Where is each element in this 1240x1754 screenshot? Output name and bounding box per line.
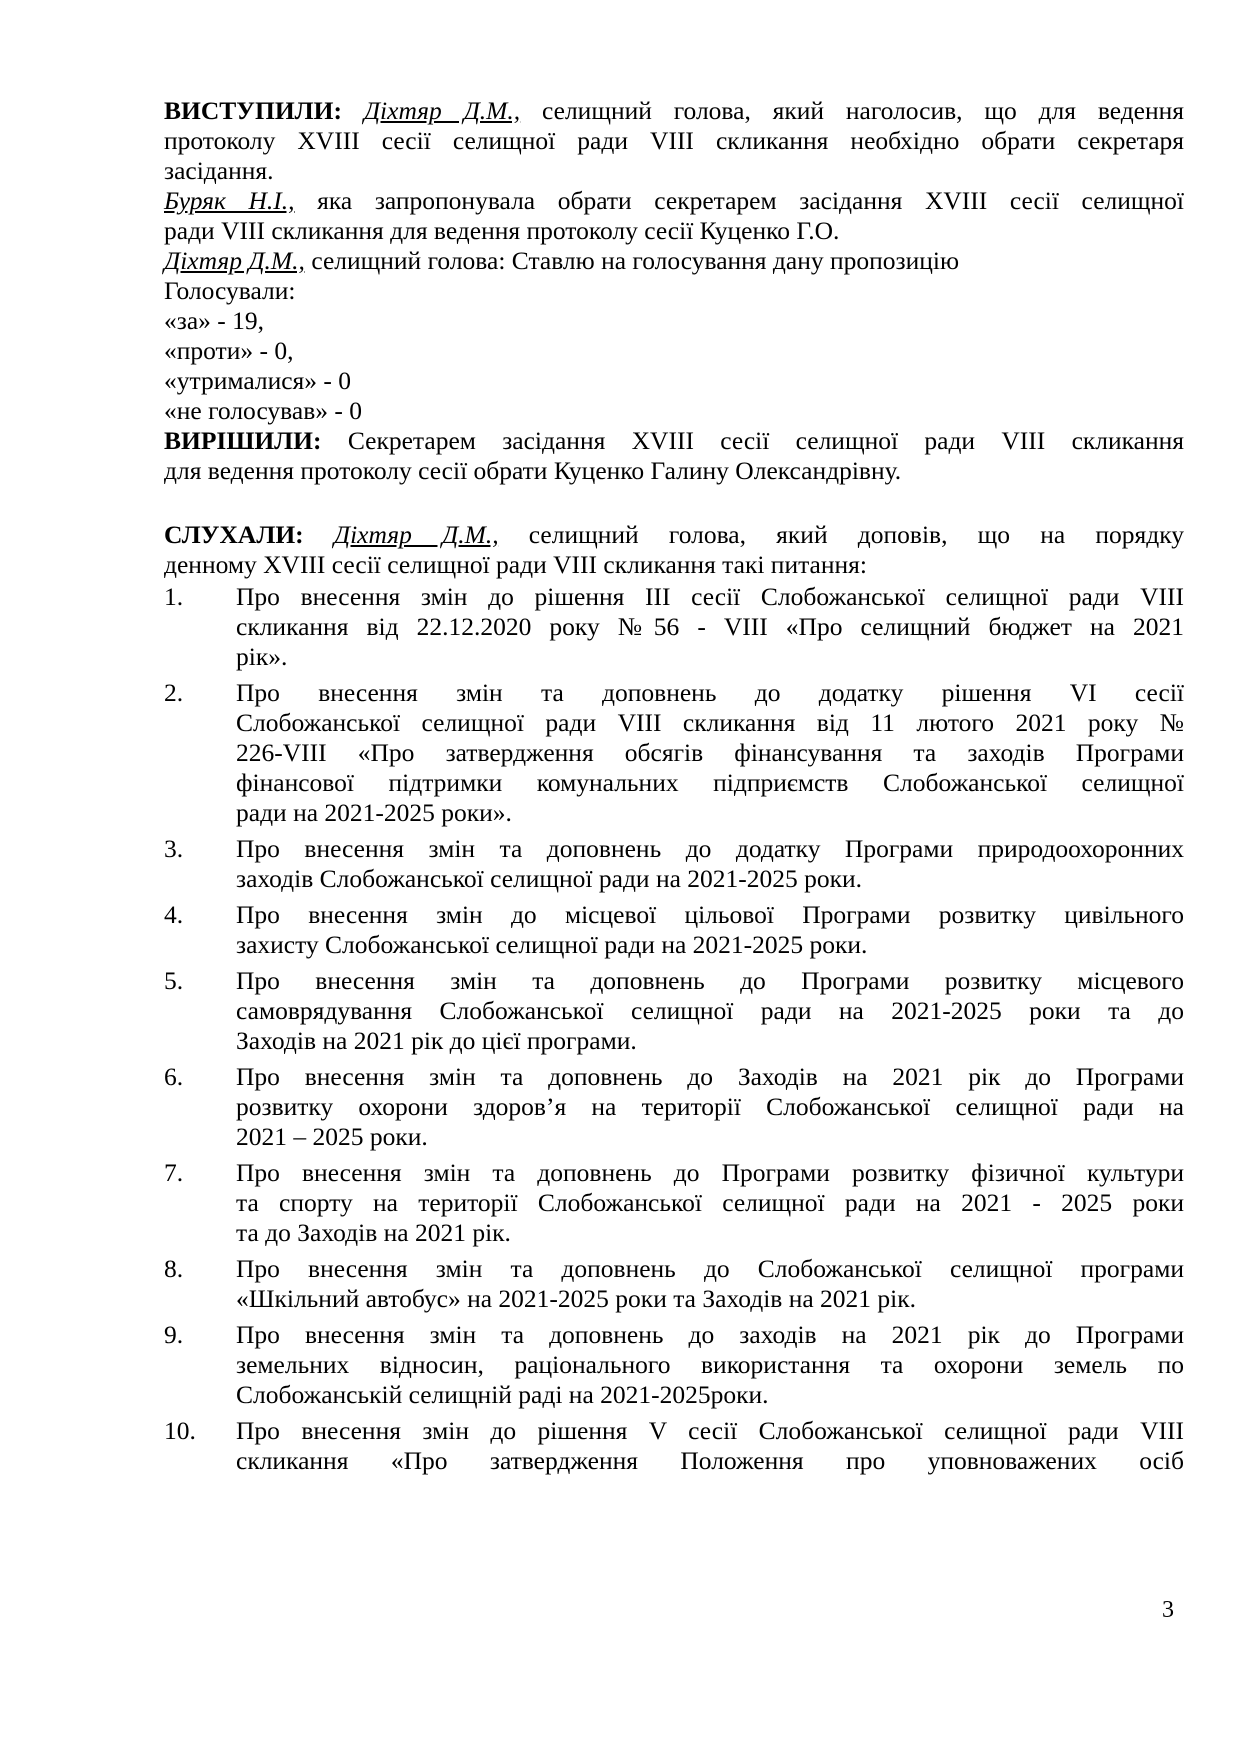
- agenda-item-line: розвитку охорони здоров’я на території Слобожанської селищної ради на: [236, 1092, 1184, 1121]
- agenda-item: [164, 1062, 1184, 1152]
- agenda-item: [164, 1158, 1184, 1248]
- vystupyly-line-4-text: яка запропонувала обрати секретарем засідання XVIII сесії селищної: [294, 186, 1184, 215]
- agenda-item-line: та до Заходів на 2021 рік.: [236, 1218, 511, 1247]
- agenda-item-line: Про внесення змін до місцевої цільової Програми розвитку цивільного: [236, 900, 1184, 929]
- agenda-item-line: Про внесення змін до рішення V сесії Слобожанської селищної ради VIII: [236, 1416, 1184, 1445]
- speaker-name-3: Діхтяр Д.М.,: [164, 246, 305, 275]
- page-number: 3: [1162, 1597, 1174, 1623]
- agenda-list: [164, 582, 1184, 1476]
- sluhaly-label: СЛУХАЛИ:: [164, 520, 304, 549]
- agenda-item-number: 7.: [164, 1158, 184, 1187]
- agenda-item: [164, 1320, 1184, 1410]
- speaker-name: Діхтяр Д.М.,: [363, 96, 521, 125]
- agenda-item-line: Про внесення змін та доповнень до додатку рішення VI сесії: [236, 678, 1184, 707]
- vystupyly-line-1-text: селищний голова, який наголосив, що для ведення: [520, 96, 1185, 125]
- vystupyly-line-3: засідання.: [164, 156, 274, 185]
- vystupyly-line-1: [164, 96, 1184, 126]
- vyrishyly-line-1-text: Секретарем засідання XVIII сесії селищної ради VIII скликання: [321, 426, 1184, 455]
- agenda-item-line: Слобожанської селищної ради VIII скликання від 11 лютого 2021 року №: [236, 708, 1184, 737]
- agenda-item-line: «Шкільний автобус» на 2021-2025 роки та Заходів на 2021 рік.: [236, 1284, 917, 1313]
- agenda-item-number: 6.: [164, 1062, 184, 1091]
- agenda-item: [164, 966, 1184, 1056]
- vyrishyly-line-2: для ведення протоколу сесії обрати Куценко Галину Олександрівну.: [164, 456, 902, 485]
- agenda-item-line: земельних відносин, раціонального використання та охорони земель по: [236, 1350, 1184, 1379]
- agenda-item-line: захисту Слобожанської селищної ради на 2021-2025 роки.: [236, 930, 868, 959]
- sluhaly-line-2: денному XVIII сесії селищної ради VIII скликання такі питання:: [164, 550, 867, 579]
- agenda-item-line: заходів Слобожанської селищної ради на 2021-2025 роки.: [236, 864, 863, 893]
- sluhaly-line-1: [164, 520, 1184, 550]
- sluhaly-section: [164, 520, 1184, 580]
- vote-none: «не голосував» - 0: [164, 396, 362, 425]
- agenda-item-line: рік».: [236, 642, 288, 671]
- agenda-item-line: Про внесення змін та доповнень до Програми розвитку місцевого: [236, 966, 1184, 995]
- sluhaly-line-1-text: селищний голова, який доповів, що на порядку: [498, 520, 1184, 549]
- agenda-item-line: Слобожанській селищній раді на 2021-2025роки.: [236, 1380, 769, 1409]
- agenda-item-line: 2021 – 2025 роки.: [236, 1122, 428, 1151]
- agenda-item-number: 10.: [164, 1416, 196, 1445]
- agenda-item-line: Про внесення змін та доповнень до Слобожанської селищної програми: [236, 1254, 1184, 1283]
- vystupyly-line-6: [164, 246, 1184, 276]
- vyrishyly-line-1: [164, 426, 1184, 456]
- vote-title: Голосували:: [164, 276, 296, 305]
- vote-abstain: «утрималися» - 0: [164, 366, 352, 395]
- agenda-item-line: Про внесення змін та доповнень до Заходів на 2021 рік до Програми: [236, 1062, 1184, 1091]
- agenda-item-line: Про внесення змін та доповнень до Програми розвитку фізичної культури: [236, 1158, 1184, 1187]
- agenda-item: [164, 678, 1184, 828]
- vyrishyly-label: ВИРІШИЛИ:: [164, 426, 322, 455]
- agenda-item-number: 3.: [164, 834, 184, 863]
- vystupyly-line-2: протоколу XVIII сесії селищної ради VIII скликання необхідно обрати секретаря: [164, 126, 1184, 155]
- sluhaly-speaker: Діхтяр Д.М.,: [333, 520, 499, 549]
- agenda-item-number: 8.: [164, 1254, 184, 1283]
- agenda-item-line: самоврядування Слобожанської селищної ради на 2021-2025 роки та до: [236, 996, 1184, 1025]
- agenda-item-line: та спорту на території Слобожанської селищної ради на 2021 - 2025 роки: [236, 1188, 1184, 1217]
- vyrishyly-section: [164, 426, 1184, 486]
- vystupyly-line-4: [164, 186, 1184, 216]
- agenda-item-number: 9.: [164, 1320, 184, 1349]
- agenda-item-line: Про внесення змін та доповнень до додатку Програми природоохоронних: [236, 834, 1184, 863]
- agenda-item-number: 5.: [164, 966, 184, 995]
- speaker-name-2: Буряк Н.І.,: [164, 186, 295, 215]
- agenda-item-line: скликання «Про затвердження Положення про уповноважених осіб: [236, 1446, 1184, 1475]
- agenda-item: [164, 582, 1184, 672]
- agenda-item-line: Заходів на 2021 рік до цієї програми.: [236, 1026, 637, 1055]
- vystupyly-section: [164, 96, 1184, 426]
- agenda-item-number: 1.: [164, 582, 184, 611]
- vote-for: «за» - 19,: [164, 306, 265, 335]
- vystupyly-line-6-text: селищний голова: Ставлю на голосування дану пропозицію: [304, 246, 960, 275]
- agenda-item-line: фінансової підтримки комунальних підприємств Слобожанської селищної: [236, 768, 1184, 797]
- vote-against: «проти» - 0,: [164, 336, 294, 365]
- agenda-item-line: ради на 2021-2025 роки».: [236, 798, 512, 827]
- vystupyly-line-5: ради VIII скликання для ведення протоколу сесії Куценко Г.О.: [164, 216, 840, 245]
- agenda-item-line: Про внесення змін до рішення III сесії Слобожанської селищної ради VIII: [236, 582, 1184, 611]
- agenda-item-number: 2.: [164, 678, 184, 707]
- agenda-item: [164, 1254, 1184, 1314]
- agenda-item: [164, 1416, 1184, 1476]
- agenda-item-line: 226-VIII «Про затвердження обсягів фінансування та заходів Програми: [236, 738, 1184, 767]
- agenda-item: [164, 900, 1184, 960]
- agenda-item-number: 4.: [164, 900, 184, 929]
- agenda-item: [164, 834, 1184, 894]
- agenda-item-line: скликання від 22.12.2020 року №56 - VIII «Про селищний бюджет на 2021: [236, 612, 1184, 641]
- vystupyly-label: ВИСТУПИЛИ:: [164, 96, 342, 125]
- agenda-item-line: Про внесення змін та доповнень до заходів на 2021 рік до Програми: [236, 1320, 1184, 1349]
